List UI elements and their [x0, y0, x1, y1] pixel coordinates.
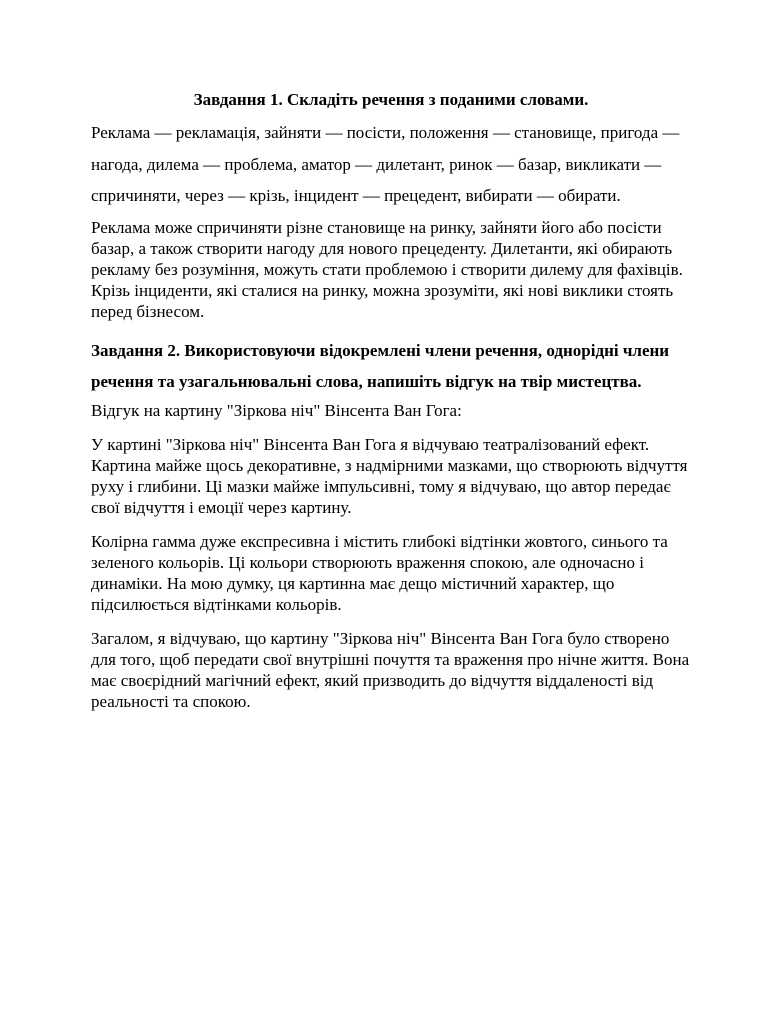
task1-answer: Реклама може спричиняти різне становище на ринку, зайняти його або посісти базар, а також створити нагоду для нового прецеденту. Дилетанти, які обирають рекламу без розуміння, можуть стати проблемою і створити дилему для фахівців. Крізь інциденти, які сталися на ринку, можна зрозуміти, які нові виклики стоять перед бізнесом.: [91, 217, 683, 321]
review-intro: Відгук на картину "Зіркова ніч" Вінсента Ван Гога:: [91, 400, 462, 420]
task2-title: Завдання 2. Використовуючи відокремлені члени речення, однорідні члени речення та узагальнювальні слова, напишіть відгук на твір мистецтва.: [91, 340, 670, 391]
document-page: [91, 86, 691, 725]
review-paragraph-2: Колірна гамма дуже експресивна і містить глибокі відтінки жовтого, синього та зеленого кольорів. Ці кольори створюють враження спокою, але одночасно і динаміки. На мою думку, ця картинна має дещо містичний характер, що підсилюється відтінками кольорів.: [91, 531, 668, 614]
review-paragraph-3: Загалом, я відчуваю, що картину "Зіркова ніч" Вінсента Ван Гога було створено для того, щоб передати свої внутрішні почуття та враження про нічне життя. Вона має своєрідний магічний ефект, який призводить до відчуття віддаленості від реальності та спокою.: [91, 628, 690, 711]
task1-title: Завдання 1. Складіть речення з поданими словами.: [193, 90, 589, 109]
review-paragraph-1: У картині "Зіркова ніч" Вінсента Ван Гога я відчуваю театралізований ефект. Картина майже щось декоративне, з надмірними мазками, що створюють відчуття руху і глибини. Ці мазки майже імпульсивні, тому я відчуваю, що автор передає свої відчуття і емоції через картину.: [91, 434, 688, 517]
task1-word-pairs: Реклама — рекламація, зайняти — посісти, положення — становище, пригода — нагода, дилема — проблема, аматор — дилетант, ринок — базар, викликати — спричиняти, через — крізь, інцидент — прецедент, вибирати — обирати.: [91, 123, 680, 205]
